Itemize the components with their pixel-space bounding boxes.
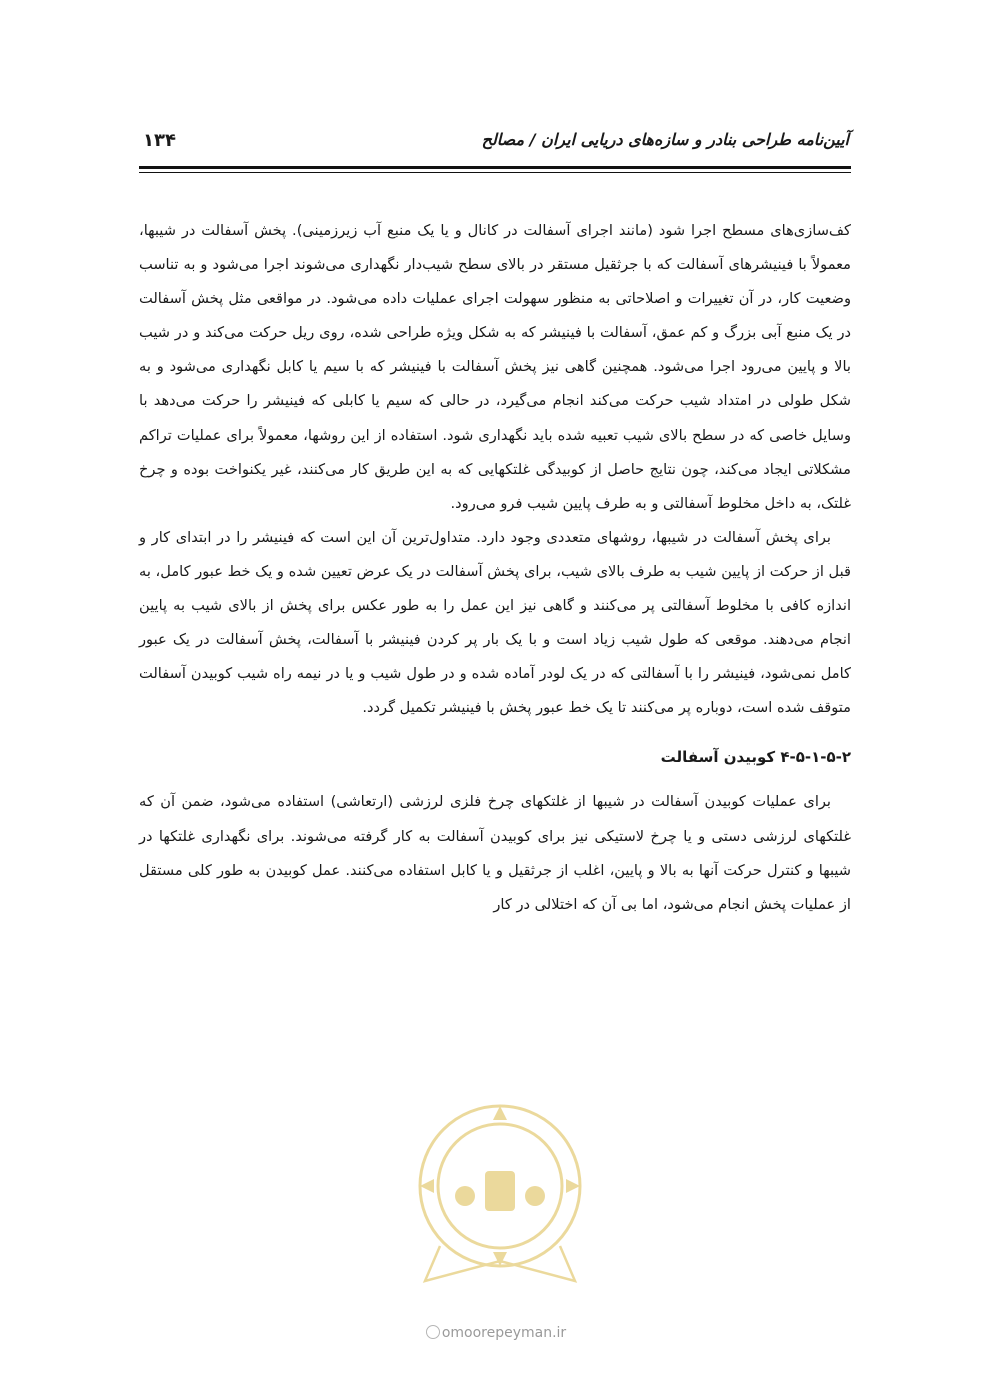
paragraph-1: کف‌سازی‌های مسطح اجرا شود (مانند اجرای آسفالت در کانال و یا یک منبع آب زیرزمینی). پخش آسفالت در شیبها، معمولاً با فینیشرهای آسفالت که با جرثقیل مستقر در بالای سطح شیب‌دار نگهداری می‌شوند اجرا می‌شود و به تناسب وضعیت کار، در آن تغییرات و اصلاحاتی به منظور سهولت اجرای عملیات داده می‌شود. در مواقعی مثل پخش آسفالت در یک منبع آبی بزرگ و کم عمق، آسفالت با فینیشر که به شکل ویژه طراحی شده، روی ریل حرکت می‌کند و در شیب بالا و پایین می‌رود اجرا می‌شود. همچنین گاهی نیز پخش آسفالت با فینیشر که با سیم یا کابل نگهداری می‌شود و به شکل طولی در امتداد شیب حرکت می‌کند انجام می‌گیرد، در حالی که سیم یا کابلی که فینیشر را حرکت می‌دهد با وسایل خاصی که در سطح بالای شیب تعبیه شده باید نگهداری شود. استفاده از این روشها، معمولاً برای عملیات تراکم مشکلاتی ایجاد می‌کند، چون نتایج حاصل از کوبیدگی غلتکهایی که به این طریق کار می‌کنند، غیر یکنواخت بوده و چرخ غلتک، به داخل مخلوط آسفالتی و به طرف پایین شیب فرو می‌رود. bbox=[139, 222, 851, 512]
header-rule-thin bbox=[139, 172, 851, 173]
at-sign-icon bbox=[426, 1325, 440, 1339]
section-heading: ۴-۵-۱-۵-۲ کوبیدن آسفالت bbox=[660, 748, 851, 767]
running-title: آیین‌نامه طراحی بنادر و سازه‌های دریایی ایران / مصالح bbox=[481, 130, 849, 149]
paragraph-2: برای پخش آسفالت در شیبها، روشهای متعددی وجود دارد. متداول‌ترین آن این است که فینیشر را در ابتدای کار و قبل از حرکت از پایین شیب به طرف بالای شیب، برای پخش آسفالت در یک عرض تعیین شده و یک خط عبور کامل، به اندازه کافی با مخلوط آسفالتی پر می‌کنند و گاهی نیز این عمل را به طور عکس برای پخش از بالای شیب به پایین انجام می‌دهند. موقعی که طول شیب زیاد است و با یک بار پر کردن فینیشر با آسفالت، پخش آسفالت در یک عبور کامل نمی‌شود، فینیشر را با آسفالتی که در یک لودر آماده شده و در طول شیب و یا در نیمه راه شیب کوبیدن آسفالت متوقف شده است، دوباره پر می‌کنند تا یک خط عبور پخش با فینیشر تکمیل گردد. bbox=[139, 528, 851, 717]
watermark-emblem-icon bbox=[405, 1086, 595, 1296]
header-rule-thick bbox=[139, 166, 851, 169]
page-number: ۱۳۴ bbox=[143, 130, 176, 151]
page-header bbox=[143, 122, 849, 162]
body-text bbox=[139, 214, 851, 922]
watermark-caption: omoorepeyman.ir bbox=[396, 1325, 596, 1341]
paragraph-3: برای عملیات کوبیدن آسفالت در شیبها از غلتکهای چرخ فلزی لرزشی (ارتعاشی) استفاده می‌شود، ضمن آن که غلتکهای لرزشی دستی و یا چرخ لاستیکی نیز برای کوبیدن آسفالت به کار گرفته می‌شوند. برای نگهداری غلتکها در شیبها و کنترل حرکت آنها به بالا و پایین، اغلب از جرثقیل و یا کابل استفاده می‌کنند. عمل کوبیدن به طور کلی مستقل از عملیات پخش انجام می‌شود، اما بی آن که اختلالی در کار bbox=[139, 793, 851, 913]
